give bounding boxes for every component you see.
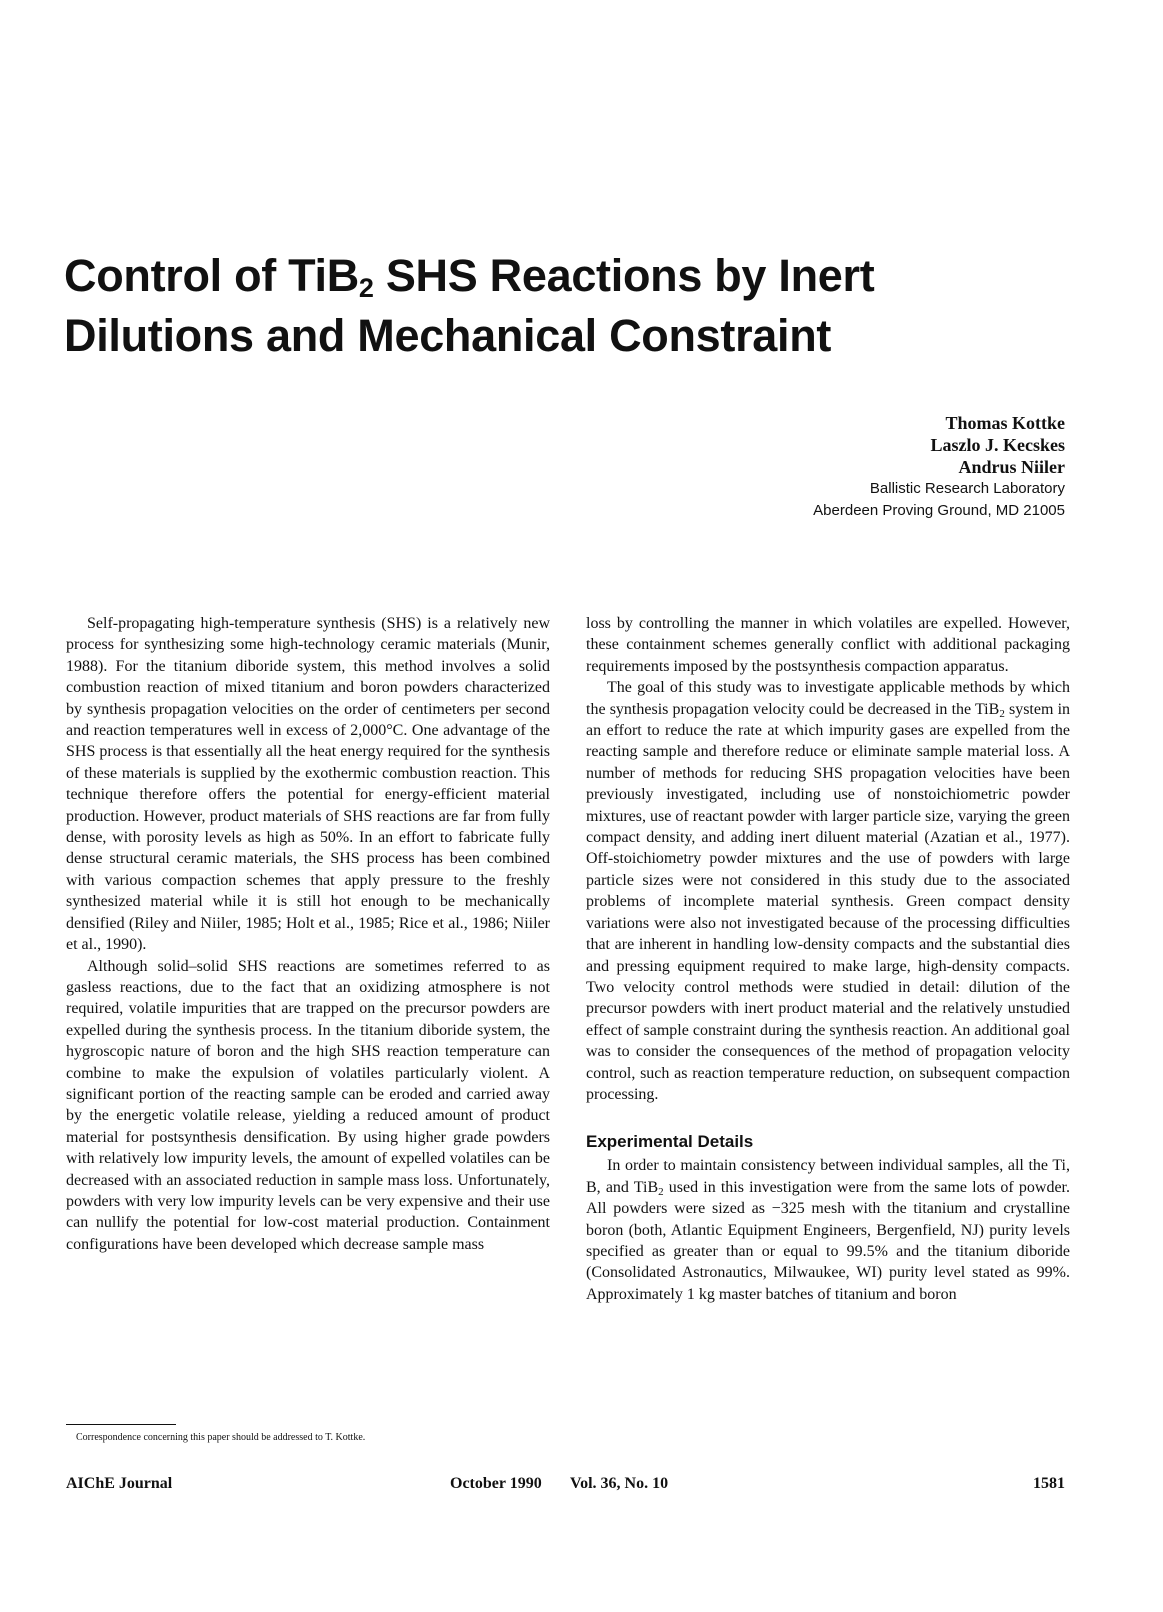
- left-column: [66, 613, 550, 1255]
- affiliation-line: Ballistic Research Laboratory: [869, 480, 1065, 497]
- body-paragraph: Self-propagating high-temperature synthesis (SHS) is a relatively new process for synthesizing some high-technology ceramic materials (Munir, 1988). For the titanium diboride system, this method involves a solid combustion reaction of mixed titanium and boron powders characterized by synthesis propagation velocities on the order of centimeters per second and reaction temperatures well in excess of 2,000°C. One advantage of the SHS process is that essentially all the heat energy required for the synthesis of these materials is supplied by the exothermic combustion reaction. This technique therefore offers the potential for energy-efficient material production. However, product materials of SHS reactions are far from fully dense, with porosity levels as high as 50%. In an effort to fabricate fully dense structural ceramic materials, the SHS process has been combined with various compaction schemes that apply pressure to the freshly synthesized material while it is still hot enough to be mechanically densified (Riley and Niiler, 1985; Holt et al., 1985; Rice et al., 1986; Niiler et al., 1990).: [66, 615, 550, 954]
- author-name: Andrus Niiler: [958, 457, 1065, 477]
- body-paragraph: [586, 677, 1070, 1105]
- subscript: 2: [658, 1185, 664, 1198]
- author-block: [813, 412, 1065, 522]
- author-name: Thomas Kottke: [945, 413, 1065, 433]
- title-line1-prefix: Control of TiB: [64, 250, 359, 301]
- body-paragraph: [586, 1155, 1070, 1305]
- article-title: [64, 246, 1104, 366]
- title-line1-suffix: SHS Reactions by Inert: [373, 250, 875, 301]
- section-heading: Experimental Details: [586, 1132, 754, 1152]
- text-run: system in an effort to reduce the rate at which impurity gases are expelled from the reacting sample and therefore reduce or eliminate sample material loss. A number of methods for reducing SHS propagation velocities have been previously investigated, including use of nonstoichiometric powder mixtures, use of reactant powder with larger particle size, varying the green compact density, and adding inert diluent material (Azatian et al., 1977). Off-stoichiometry powder mixtures and the use of powders with large particle sizes were not considered in this study due to the associated problems of incomplete material synthesis. Green compact density variations were also not investigated because of the processing difficulties that are inherent in handling low-density compacts and the substantial dies and pressing equipment required to make large, high-density compacts. Two velocity control methods were studied in detail: dilution of the precursor powders with inert product material and the relatively unstudied effect of sample constraint during the synthesis reaction. An additional goal was to consider the consequences of the method of propagation velocity control, such as reaction temperature reduction, on subsequent compaction processing.: [586, 700, 1071, 1103]
- author-name: Laszlo J. Kecskes: [930, 435, 1065, 455]
- footer-date: October 1990: [450, 1475, 542, 1492]
- right-column: [586, 613, 1070, 1305]
- text-run: In order to maintain consistency between individual samples, all the Ti, B, and TiB: [586, 1157, 1070, 1196]
- text-run: The goal of this study was to investigate applicable methods by which the synthesis propagation velocity could be decreased in the TiB: [586, 679, 1070, 718]
- body-paragraph: Although solid–solid SHS reactions are sometimes referred to as gasless reactions, due to the fact that an oxidizing atmosphere is not required, volatile impurities that are trapped on the precursor powders are expelled during the synthesis process. In the titanium diboride system, the hygroscopic nature of boron and the high SHS reaction temperature can combine to make the expulsion of volatiles particularly violent. A significant portion of the reacting sample can be eroded and carried away by the energetic volatile release, yielding a reduced amount of product material for postsynthesis densification. By using higher grade powders with relatively low impurity levels, the amount of expelled volatiles can be decreased with an associated reduction in sample mass loss. Unfortunately, powders with very low impurity levels can be very expensive and their use can nullify the potential for low-cost material production. Containment configurations have been developed which decrease sample mass: [66, 957, 550, 1253]
- title-subscript: 2: [358, 273, 374, 303]
- footer-volume: Vol. 36, No. 10: [570, 1475, 669, 1492]
- affiliation-line: Aberdeen Proving Ground, MD 21005: [813, 502, 1065, 519]
- page-number: 1581: [1033, 1475, 1065, 1492]
- body-paragraph-continued: loss by controlling the manner in which volatiles are expelled. However, these containment schemes generally conflict with additional packaging requirements imposed by the postsynthesis compaction apparatus.: [586, 615, 1070, 675]
- text-run: used in this investigation were from the same lots of powder. All powders were sized as −325 mesh with the titanium and crystalline boron (both, Atlantic Equipment Engineers, Bergenfield, NJ) purity levels specified as greater than or equal to 99.5% and the titanium diboride (Consolidated Astronautics, Milwaukee, WI) purity level stated as 99%. Approximately 1 kg master batches of titanium and boron: [586, 1178, 1071, 1303]
- title-line2: Dilutions and Mechanical Constraint: [64, 310, 832, 361]
- footer-journal: AIChE Journal: [66, 1475, 173, 1492]
- subscript: 2: [999, 707, 1005, 720]
- footnote: Correspondence concerning this paper should be addressed to T. Kottke.: [76, 1432, 366, 1443]
- footnote-divider: [66, 1424, 176, 1425]
